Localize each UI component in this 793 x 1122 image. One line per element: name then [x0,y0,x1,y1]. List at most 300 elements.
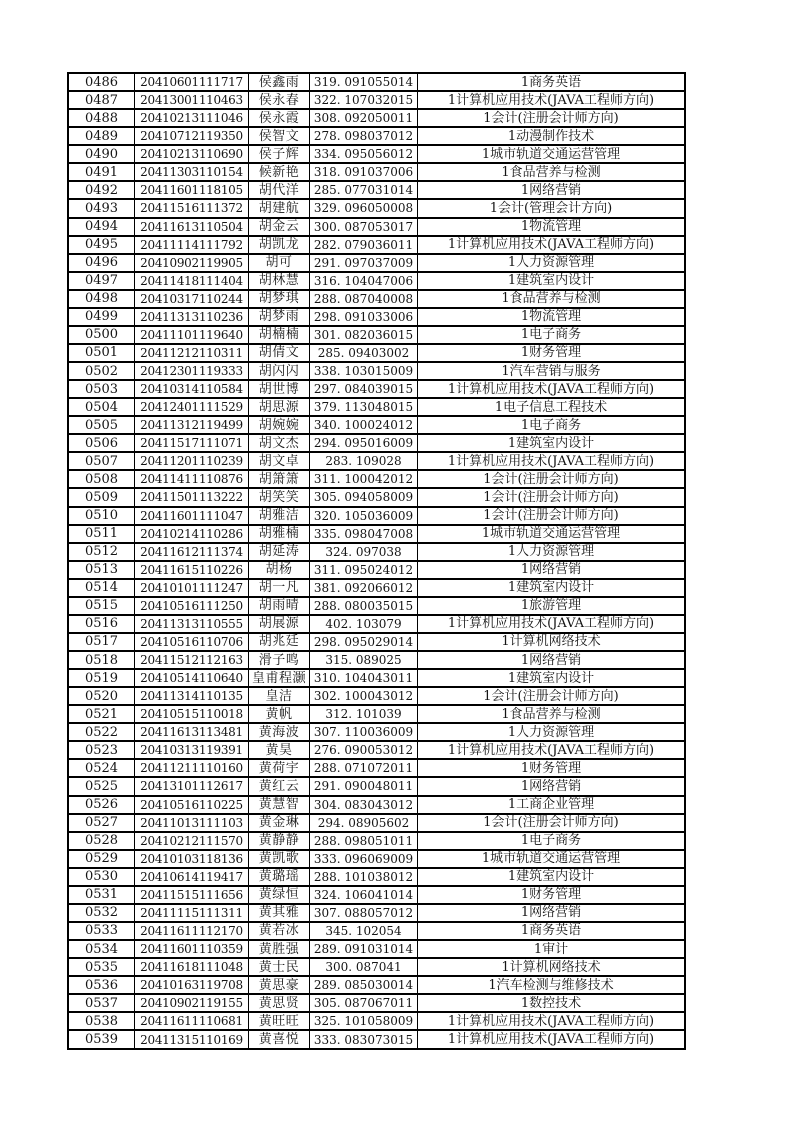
table-row [68,380,685,398]
cell-major: 1汽车检测与维修技术 [418,976,686,994]
cell-score: 298. 091033006 [310,308,418,326]
table-row [68,669,685,687]
cell-name: 胡雅楠 [249,525,310,543]
cell-exam-number: 20411611112170 [135,922,249,940]
cell-name: 胡闪闪 [249,362,310,380]
cell-seq: 0498 [68,290,135,308]
cell-score: 338. 103015009 [310,362,418,380]
cell-seq: 0503 [68,380,135,398]
cell-score: 324. 106041014 [310,886,418,904]
cell-major: 1计算机应用技术(JAVA工程师方向) [418,741,686,759]
cell-score: 289. 091031014 [310,940,418,958]
cell-name: 胡婉婉 [249,416,310,434]
cell-score: 333. 096069009 [310,850,418,868]
cell-exam-number: 20411312119499 [135,416,249,434]
cell-major: 1网络营销 [418,904,686,922]
cell-exam-number: 20411613113481 [135,723,249,741]
cell-name: 皇洁 [249,687,310,705]
cell-major: 1城市轨道交通运营管理 [418,850,686,868]
student-score-table [67,72,686,1050]
cell-score: 318. 091037006 [310,163,418,181]
cell-score: 340. 100024012 [310,416,418,434]
table-row [68,1030,685,1049]
cell-score: 276. 090053012 [310,741,418,759]
cell-seq: 0526 [68,796,135,814]
cell-seq: 0505 [68,416,135,434]
cell-exam-number: 20413001110463 [135,91,249,109]
cell-score: 288. 071072011 [310,759,418,777]
student-score-table-body [68,73,685,1049]
cell-score: 289. 085030014 [310,976,418,994]
cell-major: 1计算机应用技术(JAVA工程师方向) [418,1030,686,1049]
cell-exam-number: 20411314110135 [135,687,249,705]
cell-exam-number: 20410902119155 [135,994,249,1012]
cell-exam-number: 20410101111247 [135,579,249,597]
cell-name: 黄慧智 [249,796,310,814]
cell-name: 胡倩文 [249,344,310,362]
cell-exam-number: 20411516111372 [135,199,249,217]
cell-exam-number: 20411115111311 [135,904,249,922]
table-row [68,850,685,868]
table-row [68,398,685,416]
cell-name: 黄帆 [249,705,310,723]
cell-seq: 0504 [68,398,135,416]
table-row [68,633,685,651]
table-row [68,199,685,217]
cell-exam-number: 20411515111656 [135,886,249,904]
table-row [68,886,685,904]
table-row [68,597,685,615]
cell-name: 黄昊 [249,741,310,759]
cell-seq: 0491 [68,163,135,181]
cell-major: 1物流管理 [418,308,686,326]
cell-seq: 0500 [68,326,135,344]
cell-seq: 0502 [68,362,135,380]
table-row [68,127,685,145]
cell-seq: 0499 [68,308,135,326]
cell-name: 胡雅洁 [249,507,310,525]
cell-seq: 0534 [68,940,135,958]
table-row [68,470,685,488]
cell-seq: 0511 [68,525,135,543]
cell-exam-number: 20410902119905 [135,254,249,272]
cell-name: 胡梦琪 [249,290,310,308]
cell-major: 1人力资源管理 [418,543,686,561]
cell-exam-number: 20411013111103 [135,814,249,832]
cell-score: 285. 09403002 [310,344,418,362]
cell-name: 胡兆廷 [249,633,310,651]
cell-name: 胡梦雨 [249,308,310,326]
cell-score: 291. 090048011 [310,777,418,795]
cell-major: 1食品营养与检测 [418,163,686,181]
cell-score: 304. 083043012 [310,796,418,814]
cell-exam-number: 20412401111529 [135,398,249,416]
table-row [68,777,685,795]
cell-exam-number: 20411601118105 [135,181,249,199]
cell-name: 皇甫程灏 [249,669,310,687]
cell-major: 1人力资源管理 [418,723,686,741]
cell-seq: 0489 [68,127,135,145]
cell-name: 侯子辉 [249,145,310,163]
cell-exam-number: 20410614119417 [135,868,249,886]
cell-name: 侯永霞 [249,109,310,127]
cell-major: 1财务管理 [418,344,686,362]
cell-seq: 0487 [68,91,135,109]
cell-seq: 0531 [68,886,135,904]
cell-seq: 0513 [68,561,135,579]
table-row [68,687,685,705]
cell-score: 300. 087041 [310,958,418,976]
table-row [68,796,685,814]
cell-exam-number: 20412301119333 [135,362,249,380]
cell-seq: 0518 [68,651,135,669]
cell-exam-number: 20411601111047 [135,507,249,525]
cell-exam-number: 20410214110286 [135,525,249,543]
cell-exam-number: 20411613110504 [135,218,249,236]
cell-score: 334. 095056012 [310,145,418,163]
cell-score: 300. 087053017 [310,218,418,236]
cell-score: 312. 101039 [310,705,418,723]
cell-score: 288. 087040008 [310,290,418,308]
cell-name: 侯鑫雨 [249,73,310,91]
table-row [68,254,685,272]
table-row [68,904,685,922]
cell-exam-number: 20411411110876 [135,470,249,488]
table-row [68,308,685,326]
cell-major: 1会计(注册会计师方向) [418,687,686,705]
cell-exam-number: 20410313119391 [135,741,249,759]
cell-exam-number: 20411201110239 [135,452,249,470]
cell-major: 1建筑室内设计 [418,868,686,886]
cell-major: 1计算机应用技术(JAVA工程师方向) [418,236,686,254]
cell-exam-number: 20410516110706 [135,633,249,651]
table-row [68,868,685,886]
cell-major: 1建筑室内设计 [418,669,686,687]
table-row [68,272,685,290]
cell-seq: 0536 [68,976,135,994]
cell-major: 1食品营养与检测 [418,705,686,723]
cell-name: 胡林慧 [249,272,310,290]
table-row [68,832,685,850]
table-row [68,561,685,579]
cell-exam-number: 20410515110018 [135,705,249,723]
cell-major: 1商务英语 [418,73,686,91]
cell-exam-number: 20410103118136 [135,850,249,868]
table-row [68,741,685,759]
cell-name: 胡金云 [249,218,310,236]
cell-exam-number: 20411303110154 [135,163,249,181]
table-row [68,525,685,543]
cell-seq: 0538 [68,1012,135,1030]
table-row [68,181,685,199]
cell-name: 黄其雅 [249,904,310,922]
cell-seq: 0524 [68,759,135,777]
cell-seq: 0486 [68,73,135,91]
cell-major: 1动漫制作技术 [418,127,686,145]
cell-score: 316. 104047006 [310,272,418,290]
table-row [68,109,685,127]
cell-exam-number: 20410601111717 [135,73,249,91]
cell-exam-number: 20411618111048 [135,958,249,976]
cell-seq: 0523 [68,741,135,759]
table-row [68,488,685,506]
cell-major: 1会计(管理会计方向) [418,199,686,217]
cell-seq: 0539 [68,1030,135,1049]
cell-seq: 0537 [68,994,135,1012]
cell-major: 1电子信息工程技术 [418,398,686,416]
cell-seq: 0519 [68,669,135,687]
cell-seq: 0514 [68,579,135,597]
cell-exam-number: 20413101112617 [135,777,249,795]
table-row [68,705,685,723]
cell-name: 黄思豪 [249,976,310,994]
cell-exam-number: 20410516110225 [135,796,249,814]
cell-name: 黄若冰 [249,922,310,940]
cell-name: 黄红云 [249,777,310,795]
cell-score: 302. 100043012 [310,687,418,705]
cell-exam-number: 20410317110244 [135,290,249,308]
cell-name: 黄旺旺 [249,1012,310,1030]
cell-score: 310. 104043011 [310,669,418,687]
cell-seq: 0509 [68,488,135,506]
cell-score: 285. 077031014 [310,181,418,199]
cell-major: 1审计 [418,940,686,958]
cell-major: 1会计(注册会计师方向) [418,470,686,488]
cell-name: 胡一凡 [249,579,310,597]
cell-major: 1财务管理 [418,886,686,904]
table-row [68,615,685,633]
cell-score: 294. 08905602 [310,814,418,832]
cell-name: 胡箫箫 [249,470,310,488]
cell-name: 胡杨 [249,561,310,579]
cell-exam-number: 20411114111792 [135,236,249,254]
cell-major: 1会计(注册会计师方向) [418,814,686,832]
table-row [68,940,685,958]
cell-name: 侯永春 [249,91,310,109]
cell-seq: 0525 [68,777,135,795]
cell-name: 胡代洋 [249,181,310,199]
cell-score: 402. 103079 [310,615,418,633]
cell-seq: 0507 [68,452,135,470]
cell-name: 胡展源 [249,615,310,633]
cell-seq: 0492 [68,181,135,199]
table-row [68,579,685,597]
cell-seq: 0496 [68,254,135,272]
table-row [68,73,685,91]
cell-exam-number: 20411517111071 [135,434,249,452]
cell-name: 胡可 [249,254,310,272]
cell-exam-number: 20410163119708 [135,976,249,994]
table-row [68,145,685,163]
table-row [68,416,685,434]
cell-name: 黄荷宇 [249,759,310,777]
cell-major: 1网络营销 [418,181,686,199]
table-row [68,759,685,777]
cell-score: 282. 079036011 [310,236,418,254]
cell-name: 黄绿恒 [249,886,310,904]
cell-major: 1计算机应用技术(JAVA工程师方向) [418,91,686,109]
cell-major: 1计算机网络技术 [418,633,686,651]
cell-exam-number: 20411212110311 [135,344,249,362]
cell-seq: 0530 [68,868,135,886]
cell-exam-number: 20410712119350 [135,127,249,145]
cell-name: 黄凯歌 [249,850,310,868]
cell-score: 297. 084039015 [310,380,418,398]
cell-name: 胡雨晴 [249,597,310,615]
cell-major: 1会计(注册会计师方向) [418,488,686,506]
cell-exam-number: 20411601110359 [135,940,249,958]
cell-exam-number: 20410213111046 [135,109,249,127]
cell-score: 308. 092050011 [310,109,418,127]
table-row [68,507,685,525]
cell-seq: 0529 [68,850,135,868]
cell-exam-number: 20410212111570 [135,832,249,850]
cell-name: 黄思贤 [249,994,310,1012]
cell-seq: 0520 [68,687,135,705]
cell-exam-number: 20411612111374 [135,543,249,561]
cell-score: 288. 080035015 [310,597,418,615]
cell-major: 1网络营销 [418,777,686,795]
table-row [68,452,685,470]
cell-exam-number: 20411313110236 [135,308,249,326]
cell-major: 1财务管理 [418,759,686,777]
cell-major: 1电子商务 [418,832,686,850]
cell-exam-number: 20411501113222 [135,488,249,506]
cell-name: 胡思源 [249,398,310,416]
cell-score: 320. 105036009 [310,507,418,525]
cell-name: 胡楠楠 [249,326,310,344]
cell-seq: 0515 [68,597,135,615]
table-row [68,922,685,940]
cell-exam-number: 20410516111250 [135,597,249,615]
cell-score: 305. 087067011 [310,994,418,1012]
cell-score: 294. 095016009 [310,434,418,452]
table-row [68,163,685,181]
cell-score: 333. 083073015 [310,1030,418,1049]
cell-score: 311. 100042012 [310,470,418,488]
table-row [68,958,685,976]
cell-major: 1会计(注册会计师方向) [418,109,686,127]
cell-name: 胡世博 [249,380,310,398]
cell-major: 1工商企业管理 [418,796,686,814]
cell-score: 278. 098037012 [310,127,418,145]
cell-major: 1建筑室内设计 [418,579,686,597]
cell-seq: 0532 [68,904,135,922]
cell-score: 298. 095029014 [310,633,418,651]
cell-score: 315. 089025 [310,651,418,669]
cell-score: 345. 102054 [310,922,418,940]
cell-major: 1建筑室内设计 [418,272,686,290]
table-row [68,91,685,109]
cell-major: 1电子商务 [418,326,686,344]
cell-major: 1计算机应用技术(JAVA工程师方向) [418,615,686,633]
cell-exam-number: 20410314110584 [135,380,249,398]
cell-major: 1建筑室内设计 [418,434,686,452]
cell-major: 1计算机应用技术(JAVA工程师方向) [418,452,686,470]
cell-seq: 0493 [68,199,135,217]
table-row [68,976,685,994]
cell-exam-number: 20411418111404 [135,272,249,290]
cell-exam-number: 20411313110555 [135,615,249,633]
cell-major: 1计算机应用技术(JAVA工程师方向) [418,380,686,398]
cell-name: 侯智文 [249,127,310,145]
cell-exam-number: 20411615110226 [135,561,249,579]
cell-seq: 0490 [68,145,135,163]
cell-seq: 0533 [68,922,135,940]
cell-name: 胡笑笑 [249,488,310,506]
cell-name: 胡文杰 [249,434,310,452]
cell-score: 325. 101058009 [310,1012,418,1030]
cell-major: 1人力资源管理 [418,254,686,272]
cell-score: 335. 098047008 [310,525,418,543]
cell-seq: 0506 [68,434,135,452]
cell-seq: 0522 [68,723,135,741]
cell-seq: 0521 [68,705,135,723]
cell-major: 1城市轨道交通运营管理 [418,145,686,163]
table-row [68,434,685,452]
cell-seq: 0510 [68,507,135,525]
cell-exam-number: 20411211110160 [135,759,249,777]
cell-major: 1物流管理 [418,218,686,236]
cell-seq: 0488 [68,109,135,127]
cell-score: 324. 097038 [310,543,418,561]
table-row [68,218,685,236]
table-row [68,994,685,1012]
cell-major: 1数控技术 [418,994,686,1012]
cell-name: 黄喜悦 [249,1030,310,1049]
cell-name: 候新艳 [249,163,310,181]
cell-score: 301. 082036015 [310,326,418,344]
cell-seq: 0495 [68,236,135,254]
cell-score: 311. 095024012 [310,561,418,579]
cell-exam-number: 20411101119640 [135,326,249,344]
cell-name: 胡建航 [249,199,310,217]
cell-name: 黄海波 [249,723,310,741]
cell-major: 1旅游管理 [418,597,686,615]
table-row [68,344,685,362]
cell-name: 胡延涛 [249,543,310,561]
cell-score: 319. 091055014 [310,73,418,91]
cell-seq: 0527 [68,814,135,832]
cell-seq: 0528 [68,832,135,850]
cell-exam-number: 20411315110169 [135,1030,249,1049]
cell-score: 379. 113048015 [310,398,418,416]
cell-score: 283. 109028 [310,452,418,470]
cell-name: 胡凯龙 [249,236,310,254]
cell-score: 291. 097037009 [310,254,418,272]
cell-major: 1计算机网络技术 [418,958,686,976]
cell-score: 288. 101038012 [310,868,418,886]
cell-name: 黄士民 [249,958,310,976]
cell-score: 307. 088057012 [310,904,418,922]
cell-exam-number: 20410213110690 [135,145,249,163]
cell-name: 黄金琳 [249,814,310,832]
table-row [68,1012,685,1030]
cell-major: 1网络营销 [418,561,686,579]
cell-seq: 0494 [68,218,135,236]
cell-score: 329. 096050008 [310,199,418,217]
cell-name: 黄胜强 [249,940,310,958]
cell-seq: 0516 [68,615,135,633]
cell-score: 305. 094058009 [310,488,418,506]
cell-major: 1网络营销 [418,651,686,669]
table-row [68,651,685,669]
cell-exam-number: 20410514110640 [135,669,249,687]
cell-major: 1电子商务 [418,416,686,434]
cell-name: 黄静静 [249,832,310,850]
cell-major: 1计算机应用技术(JAVA工程师方向) [418,1012,686,1030]
cell-major: 1汽车营销与服务 [418,362,686,380]
